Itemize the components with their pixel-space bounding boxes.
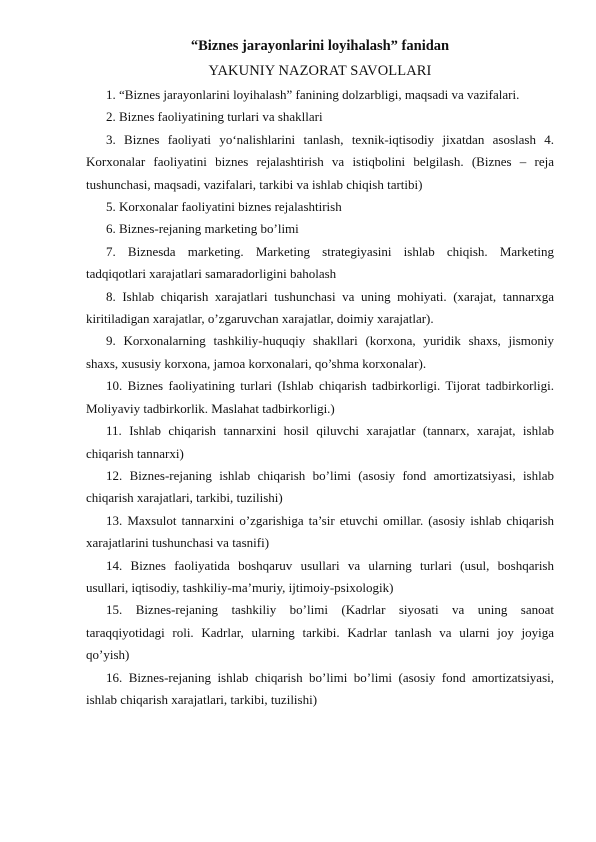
question-item: 16. Biznes-rejaning ishlab chiqarish bo’limi bo’limi (asosiy fond amortizatsiyasi, ishlab chiqarish xarajatlari, tarkibi, tuzilishi) (86, 669, 554, 707)
question-item: 2. Biznes faoliyatining turlari va shakllari (106, 109, 323, 125)
question-item: 3. Biznes faoliyati yo‘nalishlarini tanlash, texnik-iqtisodiy jixatdan asoslash 4. Korxonalar faoliyatini biznes rejalashtirish va istiqbolini belgilash. (Biznes – reja tushunchasi, maqsadi, vazifalari, tarkibi va ishlab chiqish tartibi) (86, 131, 554, 192)
question-item: 6. Biznes-rejaning marketing bo’limi (106, 221, 299, 237)
document-page (86, 35, 554, 711)
question-item: 14. Biznes faoliyatida boshqaruv usullari va ularning turlari (usul, boshqarish usullari, iqtisodiy, tashkiliy-ma’muriy, ijtimoiy-psixologik) (86, 557, 554, 595)
question-item: 10. Biznes faoliyatining turlari (Ishlab chiqarish tadbirkorligi. Tijorat tadbirkorligi. Moliyaviy tadbirkorlik. Maslahat tadbirkorligi.) (86, 378, 554, 416)
question-item: 1. “Biznes jarayonlarini loyihalash” fanining dolzarbligi, maqsadi va vazifalari. (106, 87, 520, 102)
question-item: 5. Korxonalar faoliyatini biznes rejalashtirish (106, 199, 342, 215)
question-item: 12. Biznes-rejaning ishlab chiqarish bo’limi (asosiy fond amortizatsiyasi, ishlab chiqarish xarajatlari, tarkibi, tuzilishi) (86, 467, 554, 506)
question-item: 9. Korxonalarning tashkiliy-huquqiy shakllari (korxona, yuridik shaxs, jismoniy shaxs, xususiy korxona, jamoa korxonalari, qo’shma korxonalar). (86, 333, 554, 371)
question-item: 15. Biznes-rejaning tashkiliy bo’limi (Kadrlar siyosati va uning sanoat taraqqiyotidagi roli. Kadrlar, ularning tarkibi. Kadrlar tanlash va ularni joy joyiga qo’yish) (86, 602, 554, 663)
question-item: 13. Maxsulot tannarxini o’zgarishiga ta’sir etuvchi omillar. (asosiy ishlab chiqarish xarajatlarini tushunchasi va tasnifi) (86, 512, 554, 551)
question-item: 8. Ishlab chiqarish xarajatlari tushunchasi va uning mohiyati. (xarajat, tannarxga kiritiladigan xarajatlar, o’zgaruvchan xarajatlar, doimiy xarajatlar). (86, 288, 554, 327)
document-title: “Biznes jarayonlarini loyihalash” fanidan (190, 38, 450, 54)
question-item: 7. Biznesda marketing. Marketing strategiyasini ishlab chiqish. Marketing tadqiqotlari xarajatlari samaradorligini baholash (86, 243, 554, 282)
question-item: 11. Ishlab chiqarish tannarxini hosil qiluvchi xarajatlar (tannarx, xarajat, ishlab chiqarish tannarxi) (86, 423, 554, 461)
document-subtitle: YAKUNIY NAZORAT SAVOLLARI (208, 63, 432, 79)
